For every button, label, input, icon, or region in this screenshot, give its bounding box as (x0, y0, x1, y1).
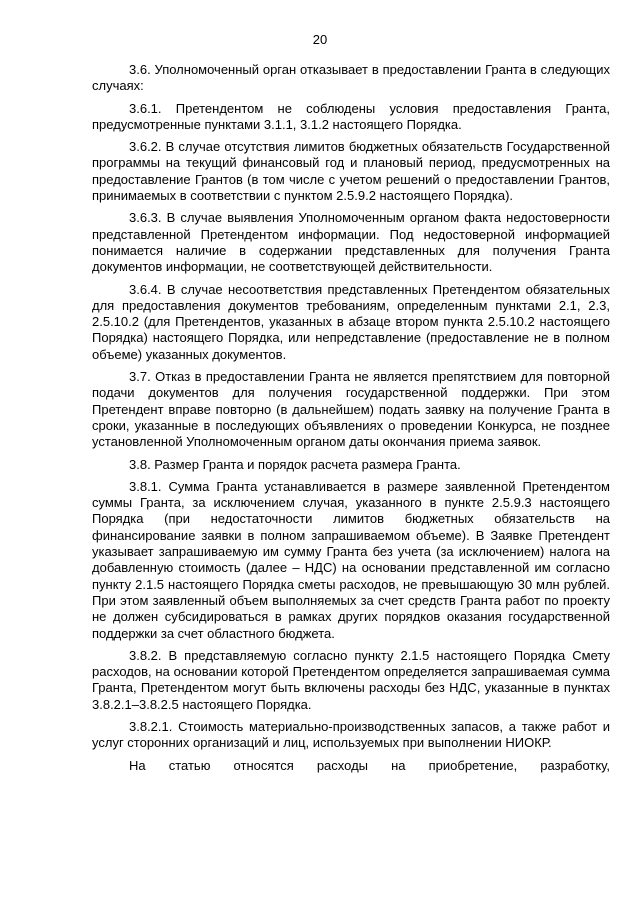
paragraph-3-6-1: 3.6.1. Претендентом не соблюдены условия предоставления Гранта, предусмотренные пунктами 3.1.1, 3.1.2 настоящего Порядка. (92, 100, 610, 132)
paragraph-3-6-4: 3.6.4. В случае несоответствия представленных Претендентом обязательных для предоставления документов требованиям, определенным пунктами 2.1, 2.3, 2.5.10.2 (для Претендентов, указанных в абзаце втором пункта 2.5.10.2 настоящего Порядка) настоящего Порядка, или непредставление (предоставление не в полном объеме) указанных документов. (92, 281, 610, 362)
paragraph-3-8: 3.8. Размер Гранта и порядок расчета размера Гранта. (129, 456, 461, 472)
paragraph-3-6-3: 3.6.3. В случае выявления Уполномоченным органом факта недостоверности представленной Претендентом информации. Под недостоверной информацией понимается наличие в содержании представленных для получения Гранта документов информации, не соответствующей действительности. (92, 210, 610, 275)
paragraph-3-6-2: 3.6.2. В случае отсутствия лимитов бюджетных обязательств Государственной программы на текущий финансовый год и плановый период, предусмотренных на предоставление Грантов (в том числе с учетом решений о предоставлении Грантов, принимаемых в соответствии с пунктом 2.5.9.2 настоящего Порядка). (92, 139, 610, 204)
paragraph-3-8-1: 3.8.1. Сумма Гранта устанавливается в размере заявленной Претендентом суммы Гранта, за исключением случая, указанного в пункте 2.5.9.3 настоящего Порядка (при недостаточности лимитов бюджетных обязательств на финансирование заявки в полном запрашиваемом объеме). В Заявке Претендент указывает запрашиваемую им сумму Гранта без учета (за исключением) налога на добавленную стоимость (далее – НДС) на основании представленной им согласно пункту 2.1.5 настоящего Порядка сметы расходов, не превышающую 30 млн рублей. При этом заявленный объем выполняемых за счет средств Гранта работ по проекту не должен субсидироваться в рамках других порядков оказания государственной поддержки за счет областного бюджета. (92, 478, 610, 641)
paragraph-3-7: 3.7. Отказ в предоставлении Гранта не является препятствием для повторной подачи документов для получения государственной поддержки. При этом Претендент вправе повторно (в дальнейшем) подать заявку на получение Гранта в сроки, указанные в последующих объявлениях о проведении Конкурса, не позднее установленной Уполномоченным органом даты окончания приема заявок. (92, 369, 610, 450)
paragraph-3-8-2-1: 3.8.2.1. Стоимость материально-производственных запасов, а также работ и услуг сторонних организаций и лиц, используемых при выполнении НИОКР. (92, 718, 610, 751)
paragraph-3-6: 3.6. Уполномоченный орган отказывает в предоставлении Гранта в следующих случаях: (92, 62, 610, 94)
paragraph-article-expenses: На статью относятся расходы на приобретение, разработку, (129, 757, 610, 773)
document-body (92, 62, 610, 774)
paragraph-3-8-2: 3.8.2. В представляемую согласно пункту 2.1.5 настоящего Порядка Смету расходов, на основании которой Претендентом определяется запрашиваемая сумма Гранта, Претендентом могут быть включены расходы без НДС, указанные в пунктах 3.8.2.1–3.8.2.5 настоящего Порядка. (92, 647, 610, 712)
page-number: 20 (312, 32, 328, 47)
